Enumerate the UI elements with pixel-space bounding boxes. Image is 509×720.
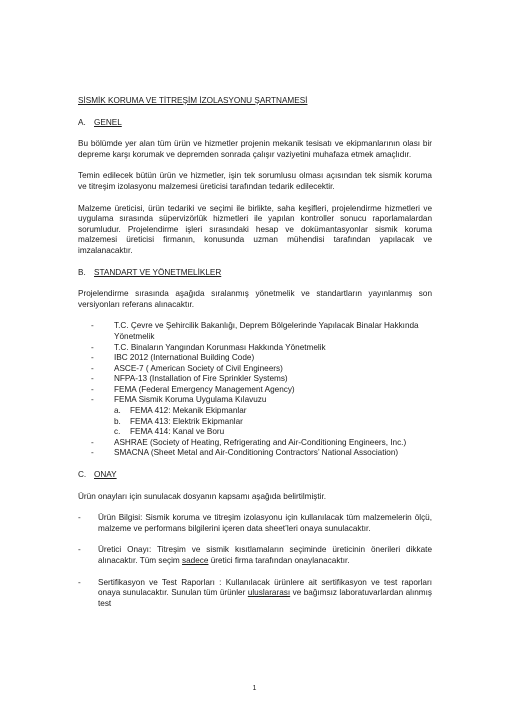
text-run: Üretici Onayı: Titreşim ve sismik kısıtlamaların seçiminde üreticinin önerileri dikkate alınacaktır. Tüm seçim [98,545,432,565]
reference-list [78,321,432,459]
list-item [78,364,432,375]
list-item [78,374,432,385]
text-run: ve bağımsız laboratuvarlardan alınmış test [98,588,432,608]
list-dash: - [91,384,94,394]
list-item [78,353,432,364]
list-item-text: FEMA Sismik Koruma Uygulama Kılavuzu [114,395,267,405]
list-dash: - [91,321,94,331]
list-dash: - [78,545,81,555]
list-dash: - [91,342,94,352]
section-b-letter: B. [78,267,86,277]
sublist-text: FEMA 413: Elektrik Ekipmanlar [130,416,243,426]
section-b-heading [78,268,432,279]
list-item-text: IBC 2012 (International Building Code) [114,353,255,363]
sublist-item [114,406,247,417]
section-c-title: ONAY [94,470,117,480]
list-dash: - [78,513,81,523]
approval-item-text [98,578,432,610]
section-a-paragraph-3: Malzeme üreticisi, ürün tedariki ve seçimi ile birlikte, saha keşifleri, projelendirme hizmetleri ve uygulama sırasında süpervizörlük hizmetleri ile yapılan kontroller sonucu raporlamalardan sorumludur. Projelendirme işleri sırasındaki hesap ve dokümantasyonlar sismik koruma malzemesi üreticisi firmanın, konusunda uzman mühendisi tarafından yapılacak ve imzalanacaktır. [78,203,432,255]
document-title: SİSMİK KORUMA VE TİTREŞİM İZOLASYONU ŞARTNAMESİ [78,96,308,105]
list-item-text: FEMA (Federal Emergency Management Agency) [114,384,295,394]
list-item [78,395,432,406]
sublist-letter: c. [114,427,121,437]
list-dash: - [91,395,94,405]
list-item [78,385,432,396]
list-item-text: ASCE-7 ( American Society of Civil Engineers) [114,363,283,373]
list-dash: - [91,374,94,384]
list-dash: - [91,353,94,363]
section-a-paragraph-1: Bu bölümde yer alan tüm ürün ve hizmetler projenin mekanik tesisatı ve ekipmanlarının olası bir depreme karşı korumak ve depremden sonrada çalışır vaziyetini muhafaza etmek amaçlıdır. [78,139,432,159]
list-dash: - [91,363,94,373]
sublist-letter: a. [114,406,121,416]
list-item [78,321,432,342]
sublist-letter: b. [114,416,121,426]
approval-item-text: Ürün Bilgisi: Sismik koruma ve titreşim izolasyonu için kullanılacak tüm malzemelerin ölçü, malzeme ve performans bilgilerini içeren data sheet’leri onaya sunulacaktır. [98,513,432,533]
list-item-text: ASHRAE (Society of Heating, Refrigerating and Air-Conditioning Engineers, Inc.) [114,437,407,447]
list-item [78,438,432,449]
list-item-text: T.C. Çevre ve Şehircilik Bakanlığı, Deprem Bölgelerinde Yapılacak Binalar Hakkında Yönetmelik [114,321,419,341]
text-run: üretici firma tarafından onaylanacaktır. [208,556,350,565]
fema-sublist [78,406,247,438]
list-dash: - [91,448,94,458]
text-run: Sertifikasyon ve Test Raporları : Kullanılacak ürünlere ait sertifikasyon ve test raporları onaya sunulacaktır. Sunulan tüm ürünler [98,577,432,598]
section-c-intro: Ürün onayları için sunulacak dosyanın kapsamı aşağıda belirtilmiştir. [78,491,327,501]
page-number: 1 [252,685,257,692]
section-c-heading [78,470,432,481]
section-c-letter: C. [78,470,87,480]
section-a-heading [78,118,432,129]
approval-item-text [98,545,432,566]
fema-sublist-row [78,406,432,438]
sublist-item [114,427,247,438]
list-item [78,448,432,459]
document-body [78,96,432,620]
approval-item-manufacturer [78,545,432,566]
underlined-word: sadece [182,556,209,565]
underlined-word: uluslararası [247,588,291,598]
list-dash: - [78,577,81,587]
sublist-text: FEMA 414: Kanal ve Boru [130,427,225,437]
approval-item-certification [78,578,432,610]
sublist-item [114,417,247,428]
sublist-text: FEMA 412: Mekanik Ekipmanlar [130,406,247,416]
section-a-paragraph-2: Temin edilecek bütün ürün ve hizmetler, işin tek sorumlusu olması açısından tek sismik koruma ve titreşim izolasyonu malzemesi üreticisi tarafından tedarik edilecektir. [78,171,432,191]
section-a-title: GENEL [94,117,122,127]
approval-item-product-info [78,513,432,534]
section-b-intro: Projelendirme sırasında aşağıda sıralanmış yönetmelik ve standartların yayınlanmış son versiyonları referans alınacaktır. [78,289,432,309]
list-dash: - [91,437,94,447]
list-item-text: T.C. Binaların Yangından Korunması Hakkında Yönetmelik [114,342,326,352]
list-item-text: NFPA-13 (Installation of Fire Sprinkler Systems) [114,374,288,384]
section-b-title: STANDART VE YÖNETMELİKLER [94,267,222,277]
section-a-letter: A. [78,117,86,127]
list-item [78,343,432,354]
list-item-text: SMACNA (Sheet Metal and Air-Conditioning Contractors’ National Association) [114,448,399,458]
